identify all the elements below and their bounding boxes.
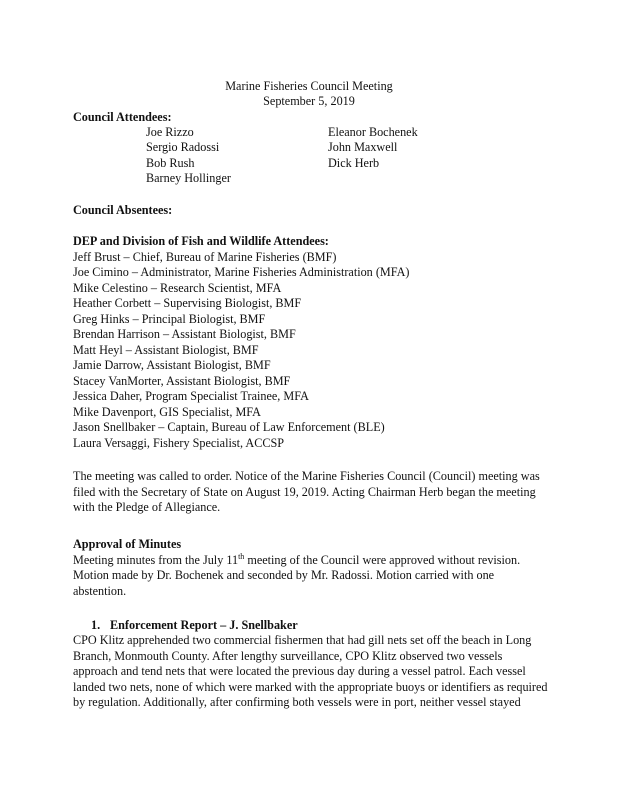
attendee-name: Eleanor Bochenek (328, 125, 418, 139)
attendee-name: John Maxwell (328, 140, 398, 154)
paragraph-line: by regulation. Additionally, after confirming both vessels were in port, neither vessel stayed (73, 695, 521, 709)
approval-text: Meeting minutes from the July 11 (73, 553, 239, 567)
council-attendees-heading: Council Attendees: (73, 110, 172, 124)
staff-entry: Matt Heyl – Assistant Biologist, BMF (73, 343, 259, 357)
staff-entry: Jamie Darrow, Assistant Biologist, BMF (73, 358, 271, 372)
approval-line: Motion made by Dr. Bochenek and seconded by Mr. Radossi. Motion carried with one (73, 568, 495, 582)
staff-entry: Greg Hinks – Principal Biologist, BMF (73, 312, 266, 326)
paragraph-line: CPO Klitz apprehended two commercial fishermen that had gill nets set off the beach in Long (73, 633, 532, 647)
approval-line: abstention. (73, 584, 127, 598)
dep-attendees-heading: DEP and Division of Fish and Wildlife Attendees: (73, 234, 329, 248)
approval-of-minutes-heading: Approval of Minutes (73, 537, 182, 551)
paragraph-line: with the Pledge of Allegiance. (73, 500, 221, 514)
attendee-name: Sergio Radossi (146, 140, 220, 154)
meeting-title: Marine Fisheries Council Meeting (225, 79, 393, 93)
approval-line (73, 553, 553, 569)
paragraph-line: landed two nets, none of which were marked with the appropriate buoys or identifiers as required (73, 680, 548, 694)
paragraph-line: Branch, Monmouth County. After lengthy surveillance, CPO Klitz observed two vessels (73, 649, 503, 663)
council-absentees-heading: Council Absentees: (73, 203, 173, 217)
ordinal-suffix: th (238, 552, 245, 561)
staff-entry: Laura Versaggi, Fishery Specialist, ACCSP (73, 436, 285, 450)
enforcement-section-number: 1. (91, 618, 101, 632)
staff-entry: Mike Davenport, GIS Specialist, MFA (73, 405, 261, 419)
paragraph-line: approach and tend nets that were located the previous day during a vessel patrol. Each vessel (73, 664, 526, 678)
meeting-date: September 5, 2019 (263, 94, 355, 108)
attendee-name: Barney Hollinger (146, 171, 231, 185)
staff-entry: Joe Cimino – Administrator, Marine Fisheries Administration (MFA) (73, 265, 410, 279)
attendee-name: Dick Herb (328, 156, 380, 170)
paragraph-line: filed with the Secretary of State on August 19, 2019. Acting Chairman Herb began the meeting (73, 485, 536, 499)
attendee-name: Bob Rush (146, 156, 195, 170)
enforcement-report-heading: Enforcement Report – J. Snellbaker (110, 618, 298, 632)
staff-entry: Jessica Daher, Program Specialist Trainee, MFA (73, 389, 309, 403)
staff-entry: Mike Celestino – Research Scientist, MFA (73, 281, 282, 295)
paragraph-line: The meeting was called to order. Notice of the Marine Fisheries Council (Council) meeting was (73, 469, 540, 483)
staff-entry: Brendan Harrison – Assistant Biologist, BMF (73, 327, 296, 341)
staff-entry: Jason Snellbaker – Captain, Bureau of Law Enforcement (BLE) (73, 420, 385, 434)
staff-entry: Jeff Brust – Chief, Bureau of Marine Fisheries (BMF) (73, 250, 337, 264)
approval-text: meeting of the Council were approved without revision. (244, 553, 521, 567)
attendee-name: Joe Rizzo (146, 125, 194, 139)
staff-entry: Heather Corbett – Supervising Biologist, BMF (73, 296, 302, 310)
staff-entry: Stacey VanMorter, Assistant Biologist, BMF (73, 374, 291, 388)
